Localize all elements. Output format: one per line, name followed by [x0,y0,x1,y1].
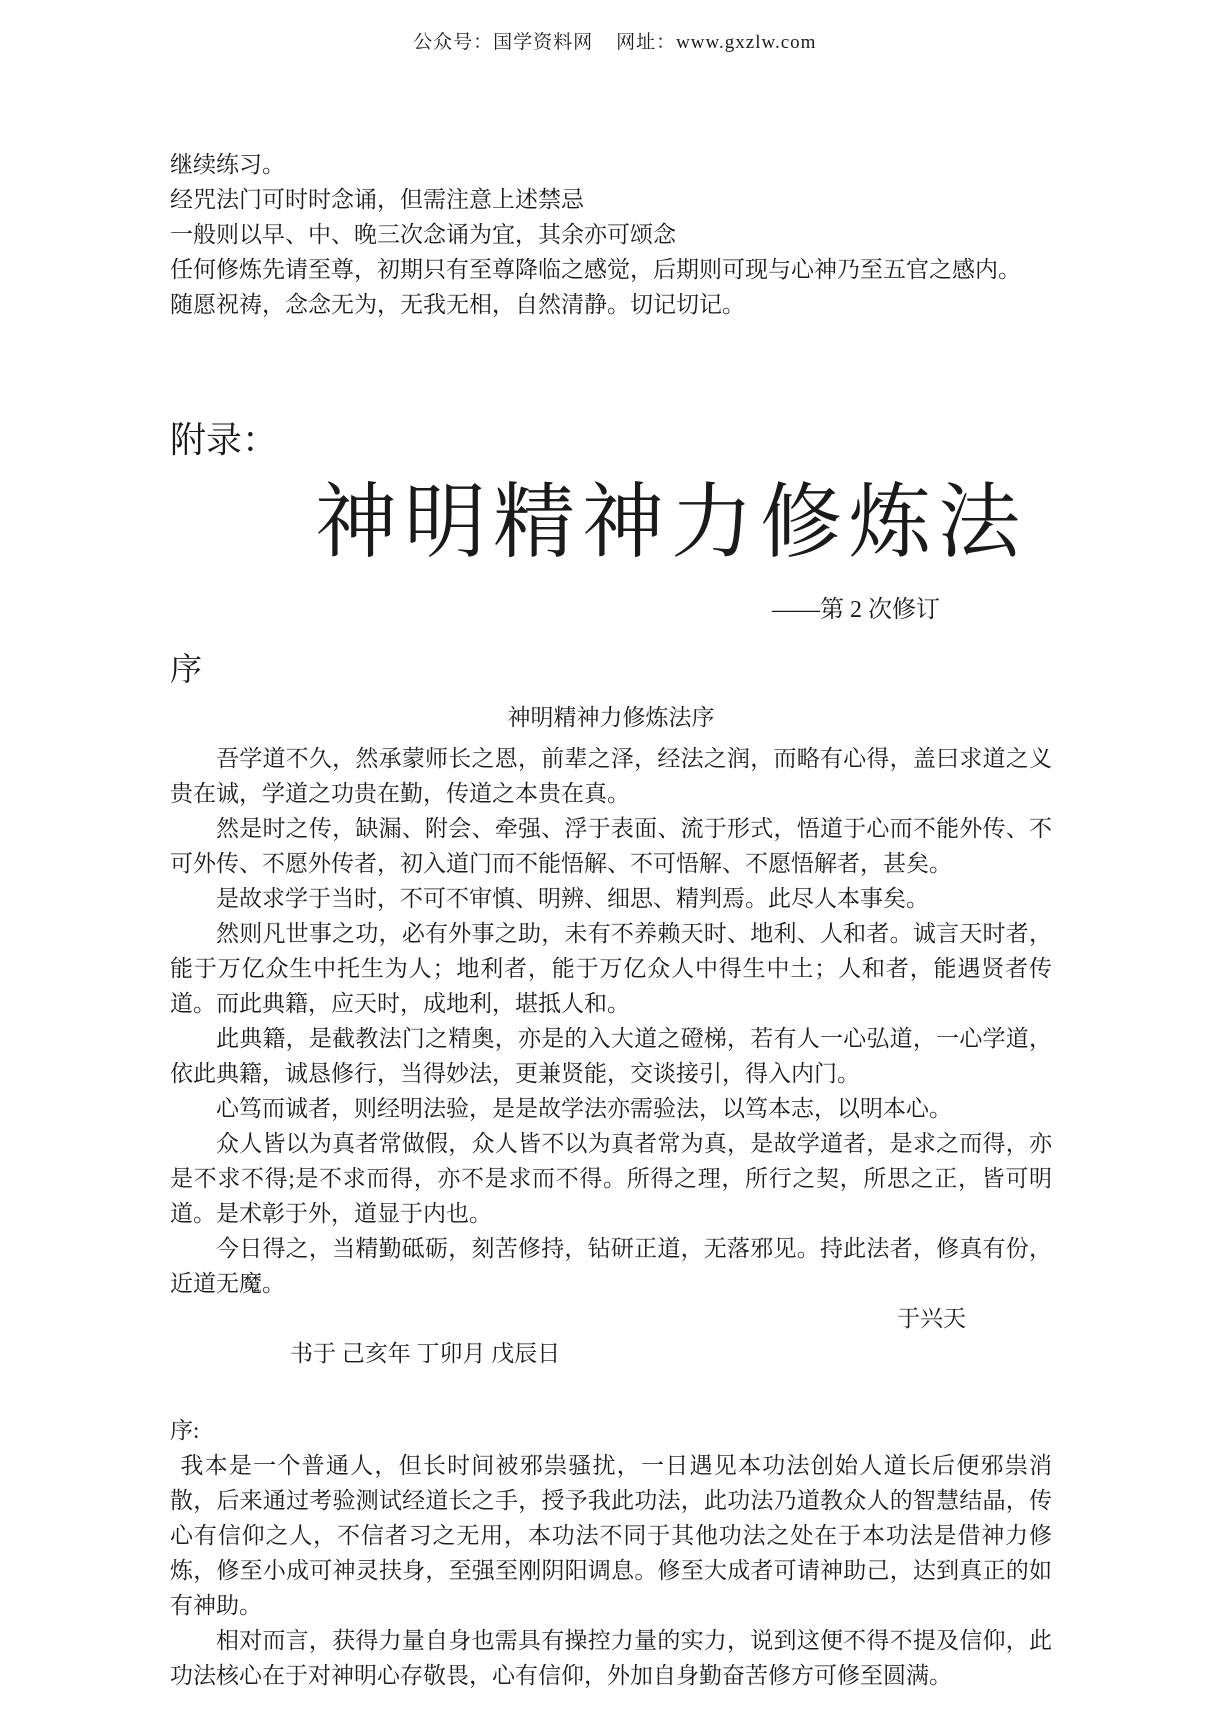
second-preface-body [170,1448,1052,1693]
preface-paragraph: 是故求学于当时，不可不审慎、明辨、细思、精判焉。此尽人本事矣。 [216,886,929,911]
preface-paragraph: 然则凡世事之功，必有外事之助，未有不养赖天时、地利、人和者。诚言天时者，能于万亿众生中托生为人；地利者，能于万亿众人中得生中土；人和者，能遇贤者传道。而此典籍，应天时，成地利，堪抵人和。 [170,921,1052,1016]
intro-line: 继续练习。 [170,152,285,177]
preface-paragraph: 然是时之传，缺漏、附会、牵强、浮于表面、流于形式，悟道于心而不能外传、不可外传、不愿外传者，初入道门而不能悟解、不可悟解、不愿悟解者，甚矣。 [170,816,1052,876]
preface-paragraph: 众人皆以为真者常做假，众人皆不以为真者常为真，是故学道者，是求之而得，亦是不求不得;是不求而得，亦不是求而不得。所得之理，所行之契，所思之正，皆可明道。是术彰于外，道显于内也。 [170,1131,1052,1226]
intro-line: 经咒法门可时时念诵，但需注意上述禁忌 [170,187,584,212]
revision-note: ——第 2 次修订 [772,597,940,623]
preface-paragraph: 此典籍，是截教法门之精奥，亦是的入大道之磴梯，若有人一心弘道，一心学道，依此典籍，诚恳修行，当得妙法，更兼贤能，交谈接引，得入内门。 [170,1026,1052,1086]
preface-paragraph: 今日得之，当精勤砥砺，刻苦修持，钻研正道，无落邪见。持此法者，修真有份，近道无魔。 [170,1236,1052,1296]
second-preface-paragraph: 相对而言，获得力量自身也需具有操控力量的实力，说到这便不得不提及信仰，此功法核心在于对神明心存敬畏，心有信仰，外加自身勤奋苦修方可修至圆满。 [170,1628,1052,1688]
preface-subtitle: 神明精神力修炼法序 [507,705,715,730]
author-signature: 于兴天 [897,1306,966,1331]
intro-line: 一般则以早、中、晚三次念诵为宜，其余亦可颂念 [170,222,676,247]
second-preface-label: 序: [170,1418,200,1443]
document-page [170,147,1052,1693]
site-header [0,0,1218,55]
preface-body [170,741,1052,1301]
preface-heading: 序 [170,651,203,687]
document-title: 神明精神力修炼法 [314,477,1027,568]
date-line: 书于 己亥年 丁卯月 戊辰日 [290,1341,561,1366]
site-header-text: 公众号：国学资料网 网址：www.gxzlw.com [413,32,817,53]
appendix-label: 附录： [170,420,279,460]
intro-block [170,147,1052,322]
preface-paragraph: 心笃而诚者，则经明法验，是是故学法亦需验法，以笃本志，以明本心。 [216,1096,952,1121]
preface-paragraph: 吾学道不久，然承蒙师长之恩，前辈之泽，经法之润，而略有心得，盖曰求道之义贵在诚，学道之功贵在勤，传道之本贵在真。 [170,746,1052,806]
second-preface-paragraph: 我本是一个普通人，但长时间被邪祟骚扰，一日遇见本功法创始人道长后便邪祟消散，后来通过考验测试经道长之手，授予我此功法，此功法乃道教众人的智慧结晶，传心有信仰之人，不信者习之无用，本功法不同于其他功法之处在于本功法是借神力修炼，修至小成可神灵扶身，至强至刚阴阳调息。修至大成者可请神助己，达到真正的如有神助。 [170,1453,1052,1618]
intro-line: 随愿祝祷，念念无为，无我无相，自然清静。切记切记。 [170,292,745,317]
intro-line: 任何修炼先请至尊，初期只有至尊降临之感觉，后期则可现与心神乃至五官之感内。 [170,257,1021,282]
